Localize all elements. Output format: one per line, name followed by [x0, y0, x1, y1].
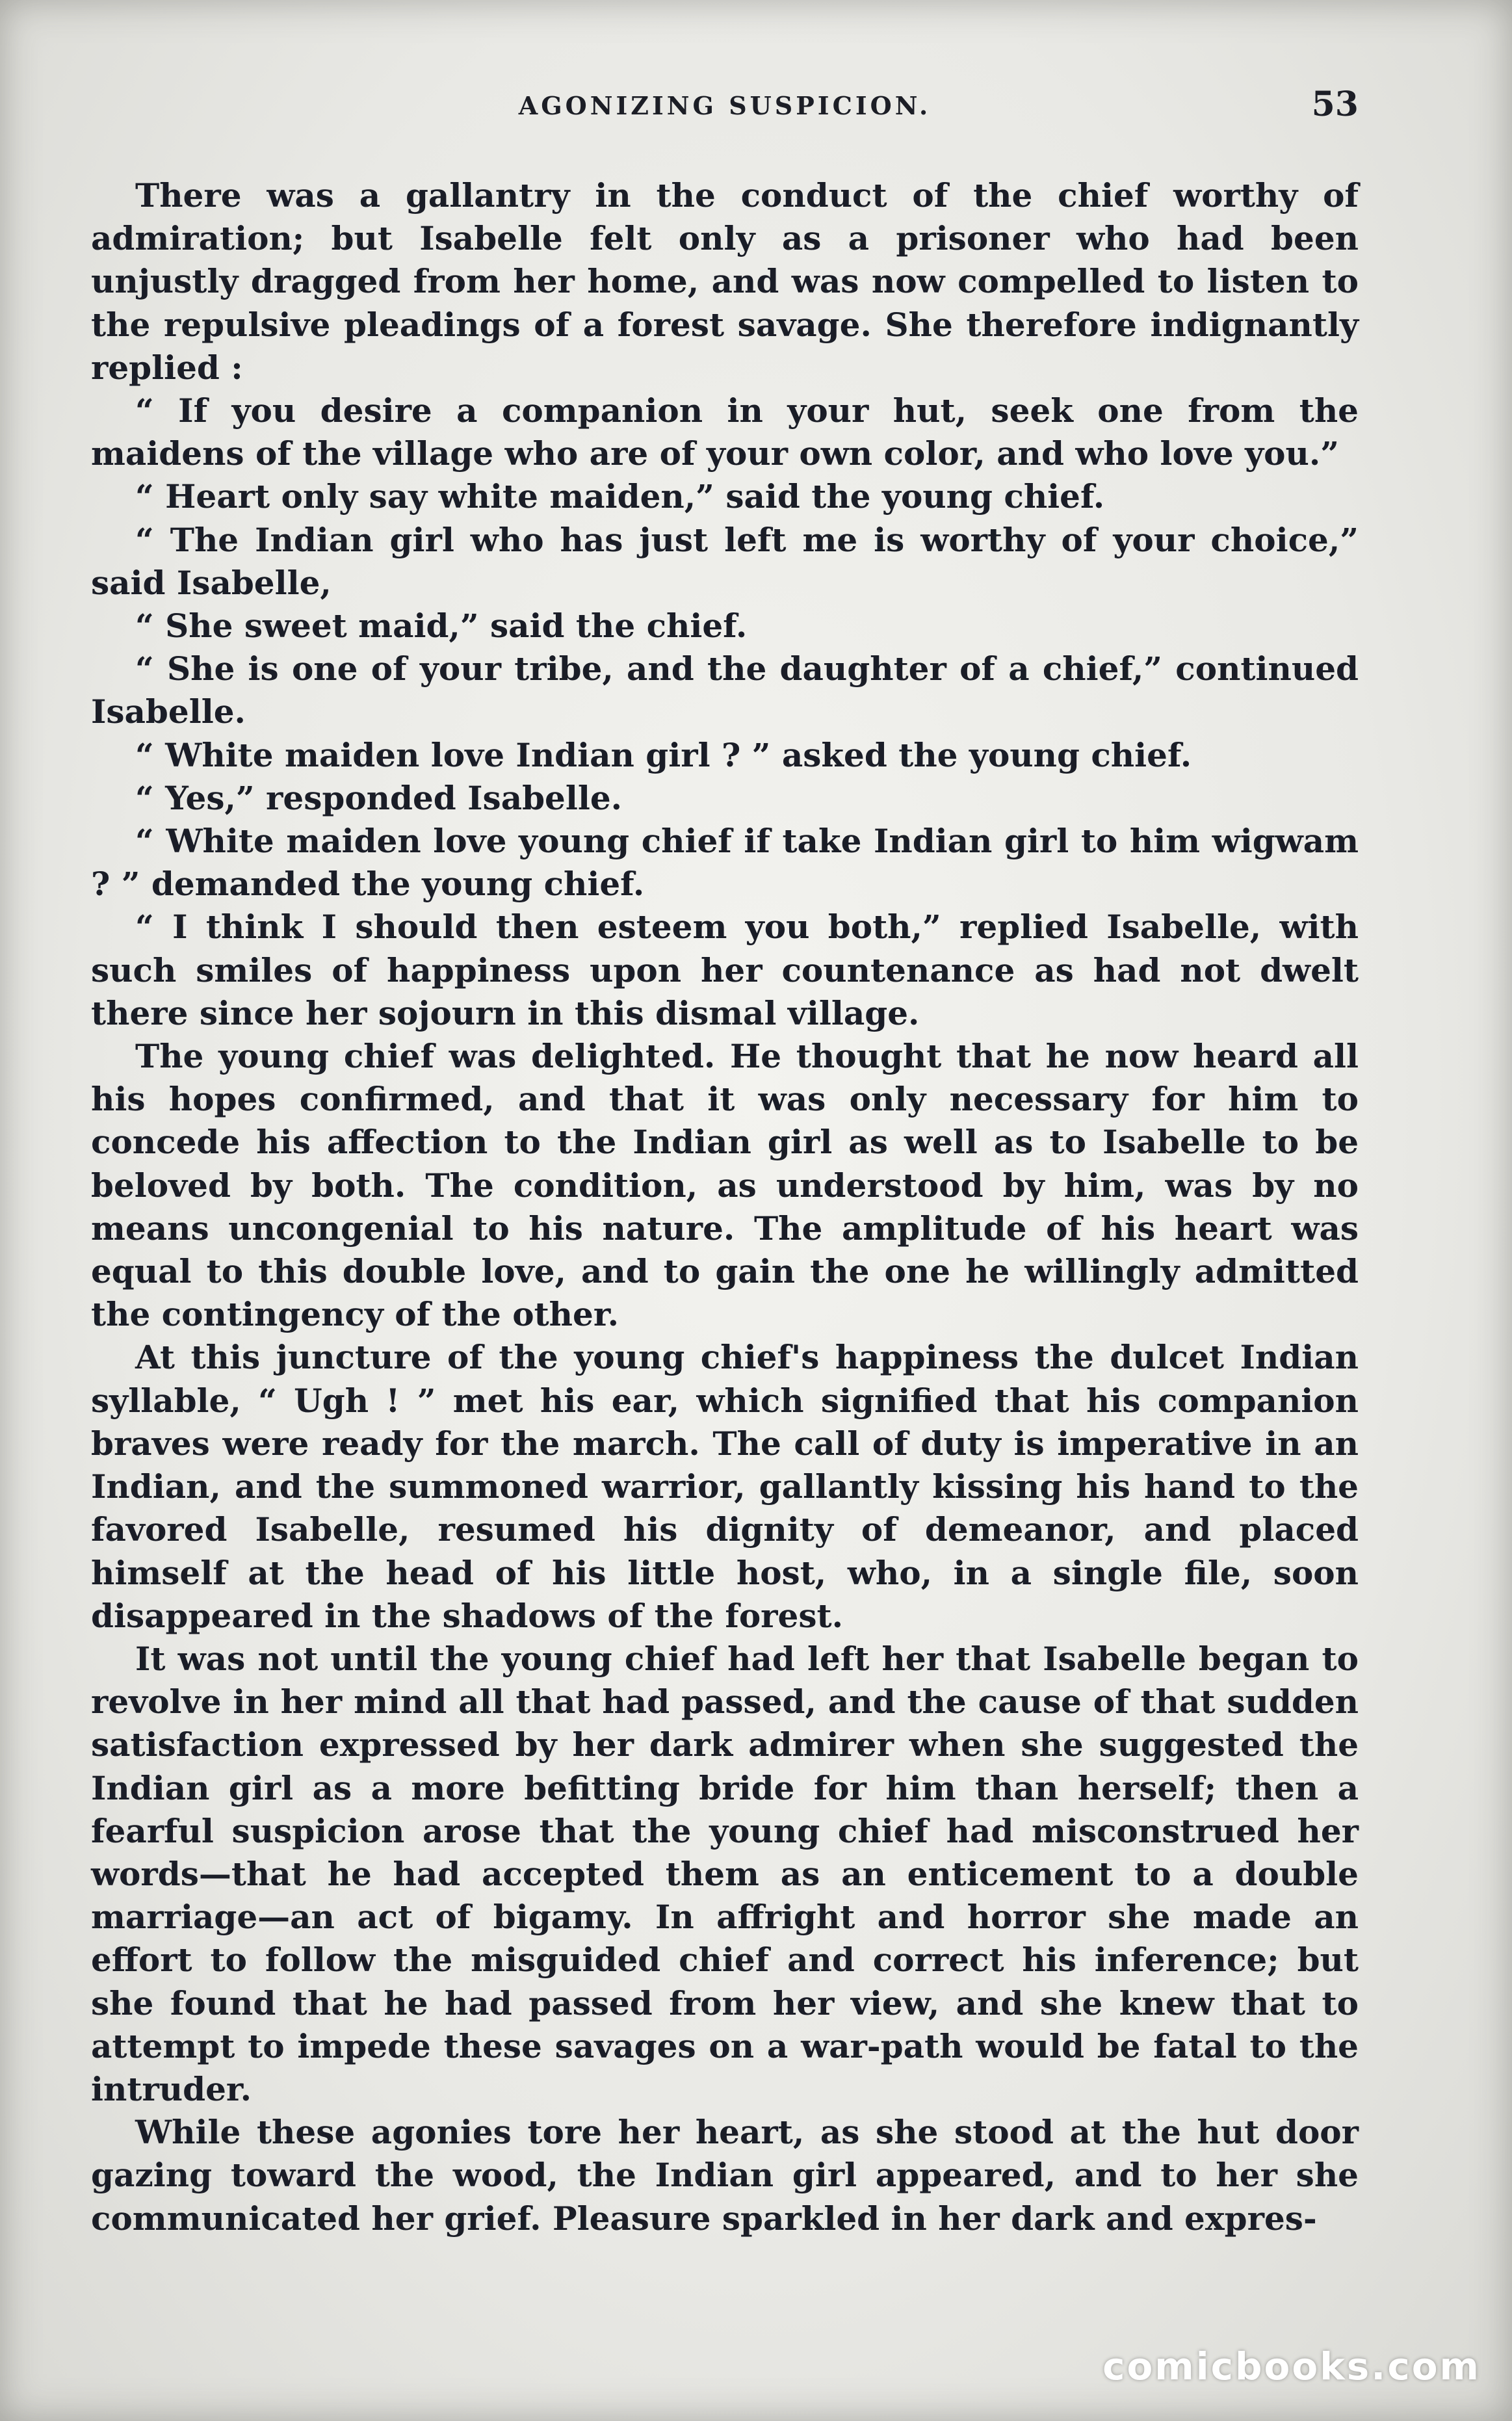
paragraph: “ The Indian girl who has just left me is worthy of your choice,” said Isabelle,	[91, 520, 1359, 602]
body-text	[91, 174, 1359, 2240]
running-head: AGONIZING SUSPICION.	[518, 91, 932, 120]
paragraph: “ She sweet maid,” said the chief.	[135, 607, 748, 646]
paragraph: While these agonies tore her heart, as she stood at the hut door gazing toward the wood, the Indian girl appeared, and to her she communicated her grief. Pleasure sparkled in her dark and expres-	[91, 2113, 1359, 2238]
paragraph: “ If you desire a companion in your hut, seek one from the maidens of the village who are of your own color, and who love you.”	[91, 391, 1359, 473]
page-number: 53	[1311, 85, 1359, 124]
paragraph: The young chief was delighted. He thought that he now heard all his hopes confirmed, and that it was only necessary for him to concede his affection to the Indian girl as well as to Isabelle to be beloved by both. The condition, as understood by him, was by no means uncongenial to his nature. The amplitude of his heart was equal to this double love, and to gain the one he willingly admitted the contingency of the other.	[91, 1037, 1359, 1334]
paragraph: “ Yes,” responded Isabelle.	[135, 778, 623, 817]
paragraph: “ I think I should then esteem you both,” replied Isabelle, with such smiles of happiness upon her countenance as had not dwelt there since her sojourn in this dismal village.	[91, 908, 1359, 1032]
watermark: comicbooks.com	[1102, 2344, 1481, 2388]
paragraph: It was not until the young chief had left her that Isabelle began to revolve in her mind all that had passed, and the cause of that sudden satisfaction expressed by her dark admirer when she suggested the Indian girl as a more befitting bride for him than herself; then a fearful suspicion arose that the young chief had misconstrued her words—that he had accepted them as an enticement to a double marriage—an act of bigamy. In affright and horror she made an effort to follow the misguided chief and correct his inference; but she found that he had passed from her view, and she knew that to attempt to impede these savages on a war-path would be fatal to the intruder.	[91, 1639, 1359, 2108]
paragraph: “ White maiden love young chief if take Indian girl to him wigwam ? ” demanded the young chief.	[91, 822, 1359, 904]
paragraph: “ Heart only say white maiden,” said the young chief.	[135, 477, 1105, 516]
paragraph: There was a gallantry in the conduct of the chief worthy of admiration; but Isabelle felt only as a prisoner who had been unjustly dragged from her home, and was now compelled to listen to the repulsive pleadings of a forest savage. She therefore indignantly replied :	[91, 176, 1359, 387]
page-header	[91, 85, 1359, 137]
paragraph: “ She is one of your tribe, and the daughter of a chief,” continued Isabelle.	[91, 649, 1359, 731]
paragraph: “ White maiden love Indian girl ? ” asked the young chief.	[135, 735, 1192, 774]
paragraph: At this juncture of the young chief's happiness the dulcet Indian syllable, “ Ugh ! ” met his ear, which signified that his companion braves were ready for the march. The call of duty is imperative in an Indian, and the summoned warrior, gallantly kissing his hand to the favored Isabelle, resumed his dignity of demeanor, and placed himself at the head of his little host, who, in a single file, soon disappeared in the shadows of the forest.	[91, 1338, 1359, 1635]
